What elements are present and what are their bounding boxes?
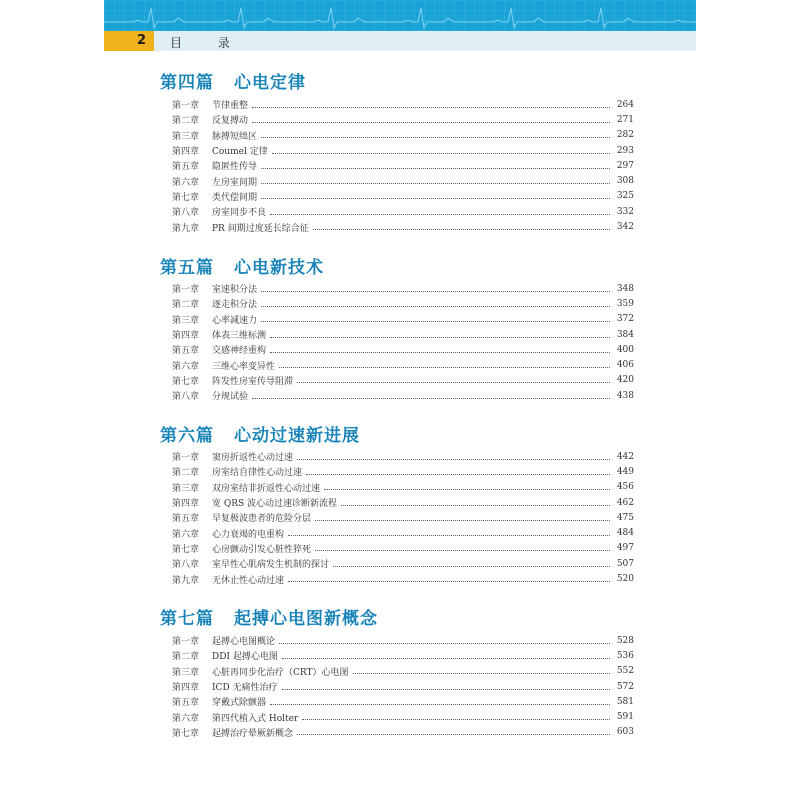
chapter-title: 心率减速力 (212, 315, 258, 326)
toc-entry[interactable] (172, 648, 634, 663)
chapter-title: 宽 QRS 波心动过速诊断新流程 (212, 499, 338, 510)
chapter-number: 第三章 (172, 315, 200, 326)
chapter-title: 逐走积分法 (212, 300, 258, 311)
dot-leader (261, 306, 610, 307)
chapter-title: 隐匿性传导 (212, 162, 258, 173)
dot-leader (282, 658, 610, 659)
chapter-number: 第一章 (172, 101, 200, 112)
page-ref: 271 (616, 114, 634, 125)
section-number: 第五篇 (160, 258, 214, 278)
dot-leader (306, 474, 610, 475)
toc-entry[interactable] (172, 541, 634, 556)
dot-leader (297, 734, 610, 735)
chapter-number: 第四章 (172, 147, 200, 158)
section-number: 第四篇 (160, 73, 214, 93)
page-ref: 384 (616, 329, 634, 340)
toc-entry[interactable] (172, 510, 634, 525)
chapter-number: 第三章 (172, 483, 200, 494)
page-ref: 442 (616, 451, 634, 462)
chapter-title: 早复极波患者的危险分层 (212, 514, 312, 525)
toc-entry[interactable] (172, 204, 634, 219)
chapter-number: 第八章 (172, 560, 200, 571)
page-ref: 456 (616, 482, 634, 493)
chapter-number: 第七章 (172, 728, 200, 739)
chapter-title: 节律重整 (212, 101, 249, 112)
chapter-number: 第五章 (172, 514, 200, 525)
section-subtitle: 起搏心电图新概念 (234, 609, 378, 629)
chapter-title: 室早性心肌病发生机制的探讨 (212, 560, 330, 571)
chapter-list (172, 97, 634, 235)
chapter-title: PR 间期过度延长综合征 (212, 223, 309, 234)
chapter-number: 第二章 (172, 652, 200, 663)
dot-leader (288, 581, 610, 582)
ecg-grid-pattern (104, 0, 696, 31)
toc-entry[interactable] (172, 219, 634, 234)
dot-leader (252, 122, 610, 123)
dot-leader (315, 550, 610, 551)
dot-leader (270, 704, 610, 705)
chapter-title: 起搏治疗晕厥新概念 (212, 728, 294, 739)
chapter-title: 室速积分法 (212, 285, 258, 296)
dot-leader (261, 321, 610, 322)
chapter-title: 起搏心电图概论 (212, 637, 276, 648)
page-ref: 507 (616, 558, 634, 569)
chapter-title: 房室同步不良 (212, 208, 267, 219)
page-ref: 420 (616, 375, 634, 386)
toc-entry[interactable] (172, 173, 634, 188)
toc-entry[interactable] (172, 143, 634, 158)
dot-leader (252, 398, 610, 399)
dot-leader (282, 689, 610, 690)
chapter-number: 第七章 (172, 376, 200, 387)
dot-leader (261, 198, 610, 199)
page-ref: 342 (616, 222, 634, 233)
dot-leader (315, 520, 610, 521)
chapter-title: 心脏再同步化治疗（CRT）心电图 (212, 667, 349, 678)
toc-entry[interactable] (172, 281, 634, 296)
toc-entry[interactable] (172, 725, 634, 740)
page-ref: 603 (616, 727, 634, 738)
section-number: 第七篇 (160, 609, 214, 629)
chapter-title: 脉搏短绌区 (212, 131, 258, 142)
section-subtitle: 心动过速新进展 (234, 426, 360, 446)
page-ref: 282 (616, 130, 634, 141)
page-ref: 438 (616, 390, 634, 401)
chapter-number: 第四章 (172, 683, 200, 694)
dot-leader (270, 214, 610, 215)
chapter-number: 第一章 (172, 453, 200, 464)
chapter-title: 分规试验 (212, 392, 249, 403)
dot-leader (297, 382, 610, 383)
dot-leader (261, 168, 610, 169)
page-ref: 372 (616, 314, 634, 325)
dot-leader (252, 107, 610, 108)
chapter-title: 阵发性房室传导阻滞 (212, 376, 294, 387)
page-ref: 359 (616, 298, 634, 309)
page-ref: 325 (616, 191, 634, 202)
chapter-title: 交感神经重构 (212, 346, 267, 357)
chapter-number: 第一章 (172, 285, 200, 296)
chapter-title: 第四代植入式 Holter (212, 713, 299, 724)
dot-leader (313, 229, 610, 230)
section-title (160, 421, 360, 446)
toc-entry[interactable] (172, 556, 634, 571)
toc-entry[interactable] (172, 296, 634, 311)
page-ref: 297 (616, 160, 634, 171)
dot-leader (261, 183, 610, 184)
running-head: 目 录 (170, 36, 246, 50)
page-ref: 264 (616, 99, 634, 110)
chapter-number: 第六章 (172, 713, 200, 724)
dot-leader (288, 535, 610, 536)
chapter-title: 心力衰竭的电重构 (212, 529, 285, 540)
toc-entry[interactable] (172, 709, 634, 724)
toc-entry[interactable] (172, 571, 634, 586)
page-ref: 332 (616, 206, 634, 217)
chapter-title: 无休止性心动过速 (212, 575, 285, 586)
chapter-title: 房室结自律性心动过速 (212, 468, 303, 479)
toc-entry[interactable] (172, 97, 634, 112)
toc-entry[interactable] (172, 312, 634, 327)
page-ref: 449 (616, 466, 634, 477)
chapter-title: Coumel 定律 (212, 147, 268, 158)
chapter-number: 第九章 (172, 575, 200, 586)
section-title (160, 253, 324, 278)
toc-entry[interactable] (172, 694, 634, 709)
dot-leader (261, 291, 610, 292)
chapter-title: 左房室间期 (212, 177, 258, 188)
chapter-list (172, 449, 634, 587)
page-ref: 475 (616, 512, 634, 523)
toc-entry[interactable] (172, 679, 634, 694)
section-number: 第六篇 (160, 426, 214, 446)
dot-leader (272, 153, 610, 154)
page-ref: 293 (616, 145, 634, 156)
section-subtitle: 心电定律 (234, 73, 306, 93)
dot-leader (302, 719, 610, 720)
page-ref: 591 (616, 712, 634, 723)
dot-leader (324, 489, 610, 490)
chapter-list (172, 281, 634, 403)
chapter-title: 反复搏动 (212, 116, 249, 127)
toc-entry[interactable] (172, 189, 634, 204)
toc-entry[interactable] (172, 525, 634, 540)
page-ref: 462 (616, 497, 634, 508)
toc-entry[interactable] (172, 495, 634, 510)
chapter-number: 第八章 (172, 208, 200, 219)
page-ref: 536 (616, 650, 634, 661)
dot-leader (279, 367, 610, 368)
section-title (160, 604, 378, 629)
chapter-title: 穿戴式除颤器 (212, 698, 267, 709)
dot-leader (270, 337, 610, 338)
chapter-number: 第七章 (172, 192, 200, 203)
chapter-number: 第四章 (172, 499, 200, 510)
chapter-number: 第三章 (172, 667, 200, 678)
toc-entry[interactable] (172, 373, 634, 388)
page-ref: 484 (616, 528, 634, 539)
chapter-number: 第六章 (172, 177, 200, 188)
toc-entry[interactable] (172, 128, 634, 143)
header-banner (104, 0, 696, 31)
chapter-title: 双房室结非折返性心动过速 (212, 483, 321, 494)
chapter-number: 第二章 (172, 116, 200, 127)
chapter-title: 类代偿间期 (212, 192, 258, 203)
dot-leader (353, 673, 610, 674)
page-ref: 528 (616, 635, 634, 646)
page-ref: 572 (616, 681, 634, 692)
section-title (160, 68, 306, 93)
toc-entry[interactable] (172, 664, 634, 679)
chapter-number: 第五章 (172, 698, 200, 709)
chapter-number: 第三章 (172, 131, 200, 142)
chapter-title: 心房颤动引发心脏性猝死 (212, 544, 312, 555)
chapter-number: 第五章 (172, 346, 200, 357)
toc-entry[interactable] (172, 327, 634, 342)
dot-leader (279, 643, 610, 644)
dot-leader (270, 352, 610, 353)
section-subtitle: 心电新技术 (234, 258, 324, 278)
chapter-number: 第六章 (172, 361, 200, 372)
page-ref: 552 (616, 666, 634, 677)
chapter-title: ICD 无痛性治疗 (212, 683, 278, 694)
page-ref: 520 (616, 574, 634, 585)
chapter-number: 第九章 (172, 223, 200, 234)
toc-entry[interactable] (172, 449, 634, 464)
toc-entry[interactable] (172, 464, 634, 479)
chapter-number: 第四章 (172, 331, 200, 342)
page-ref: 581 (616, 696, 634, 707)
chapter-number: 第一章 (172, 637, 200, 648)
chapter-list (172, 633, 634, 740)
toc-entry[interactable] (172, 388, 634, 403)
toc-entry[interactable] (172, 633, 634, 648)
toc-entry[interactable] (172, 158, 634, 173)
toc-entry[interactable] (172, 112, 634, 127)
chapter-number: 第二章 (172, 468, 200, 479)
page-ref: 348 (616, 283, 634, 294)
chapter-number: 第二章 (172, 300, 200, 311)
chapter-title: 窦房折返性心动过速 (212, 453, 294, 464)
page-number: 2 (137, 33, 147, 48)
toc-entry[interactable] (172, 357, 634, 372)
page-ref: 400 (616, 344, 634, 355)
page-ref: 497 (616, 543, 634, 554)
chapter-number: 第五章 (172, 162, 200, 173)
toc-entry[interactable] (172, 480, 634, 495)
page-ref: 406 (616, 360, 634, 371)
dot-leader (341, 505, 610, 506)
dot-leader (297, 459, 610, 460)
dot-leader (333, 566, 610, 567)
chapter-number: 第七章 (172, 544, 200, 555)
chapter-number: 第八章 (172, 392, 200, 403)
toc-entry[interactable] (172, 342, 634, 357)
chapter-number: 第六章 (172, 529, 200, 540)
dot-leader (261, 137, 610, 138)
chapter-title: DDI 起搏心电图 (212, 652, 278, 663)
page-ref: 308 (616, 176, 634, 187)
chapter-title: 体表三维标测 (212, 331, 267, 342)
page-number-box (104, 31, 154, 51)
chapter-title: 三维心率变异性 (212, 361, 276, 372)
